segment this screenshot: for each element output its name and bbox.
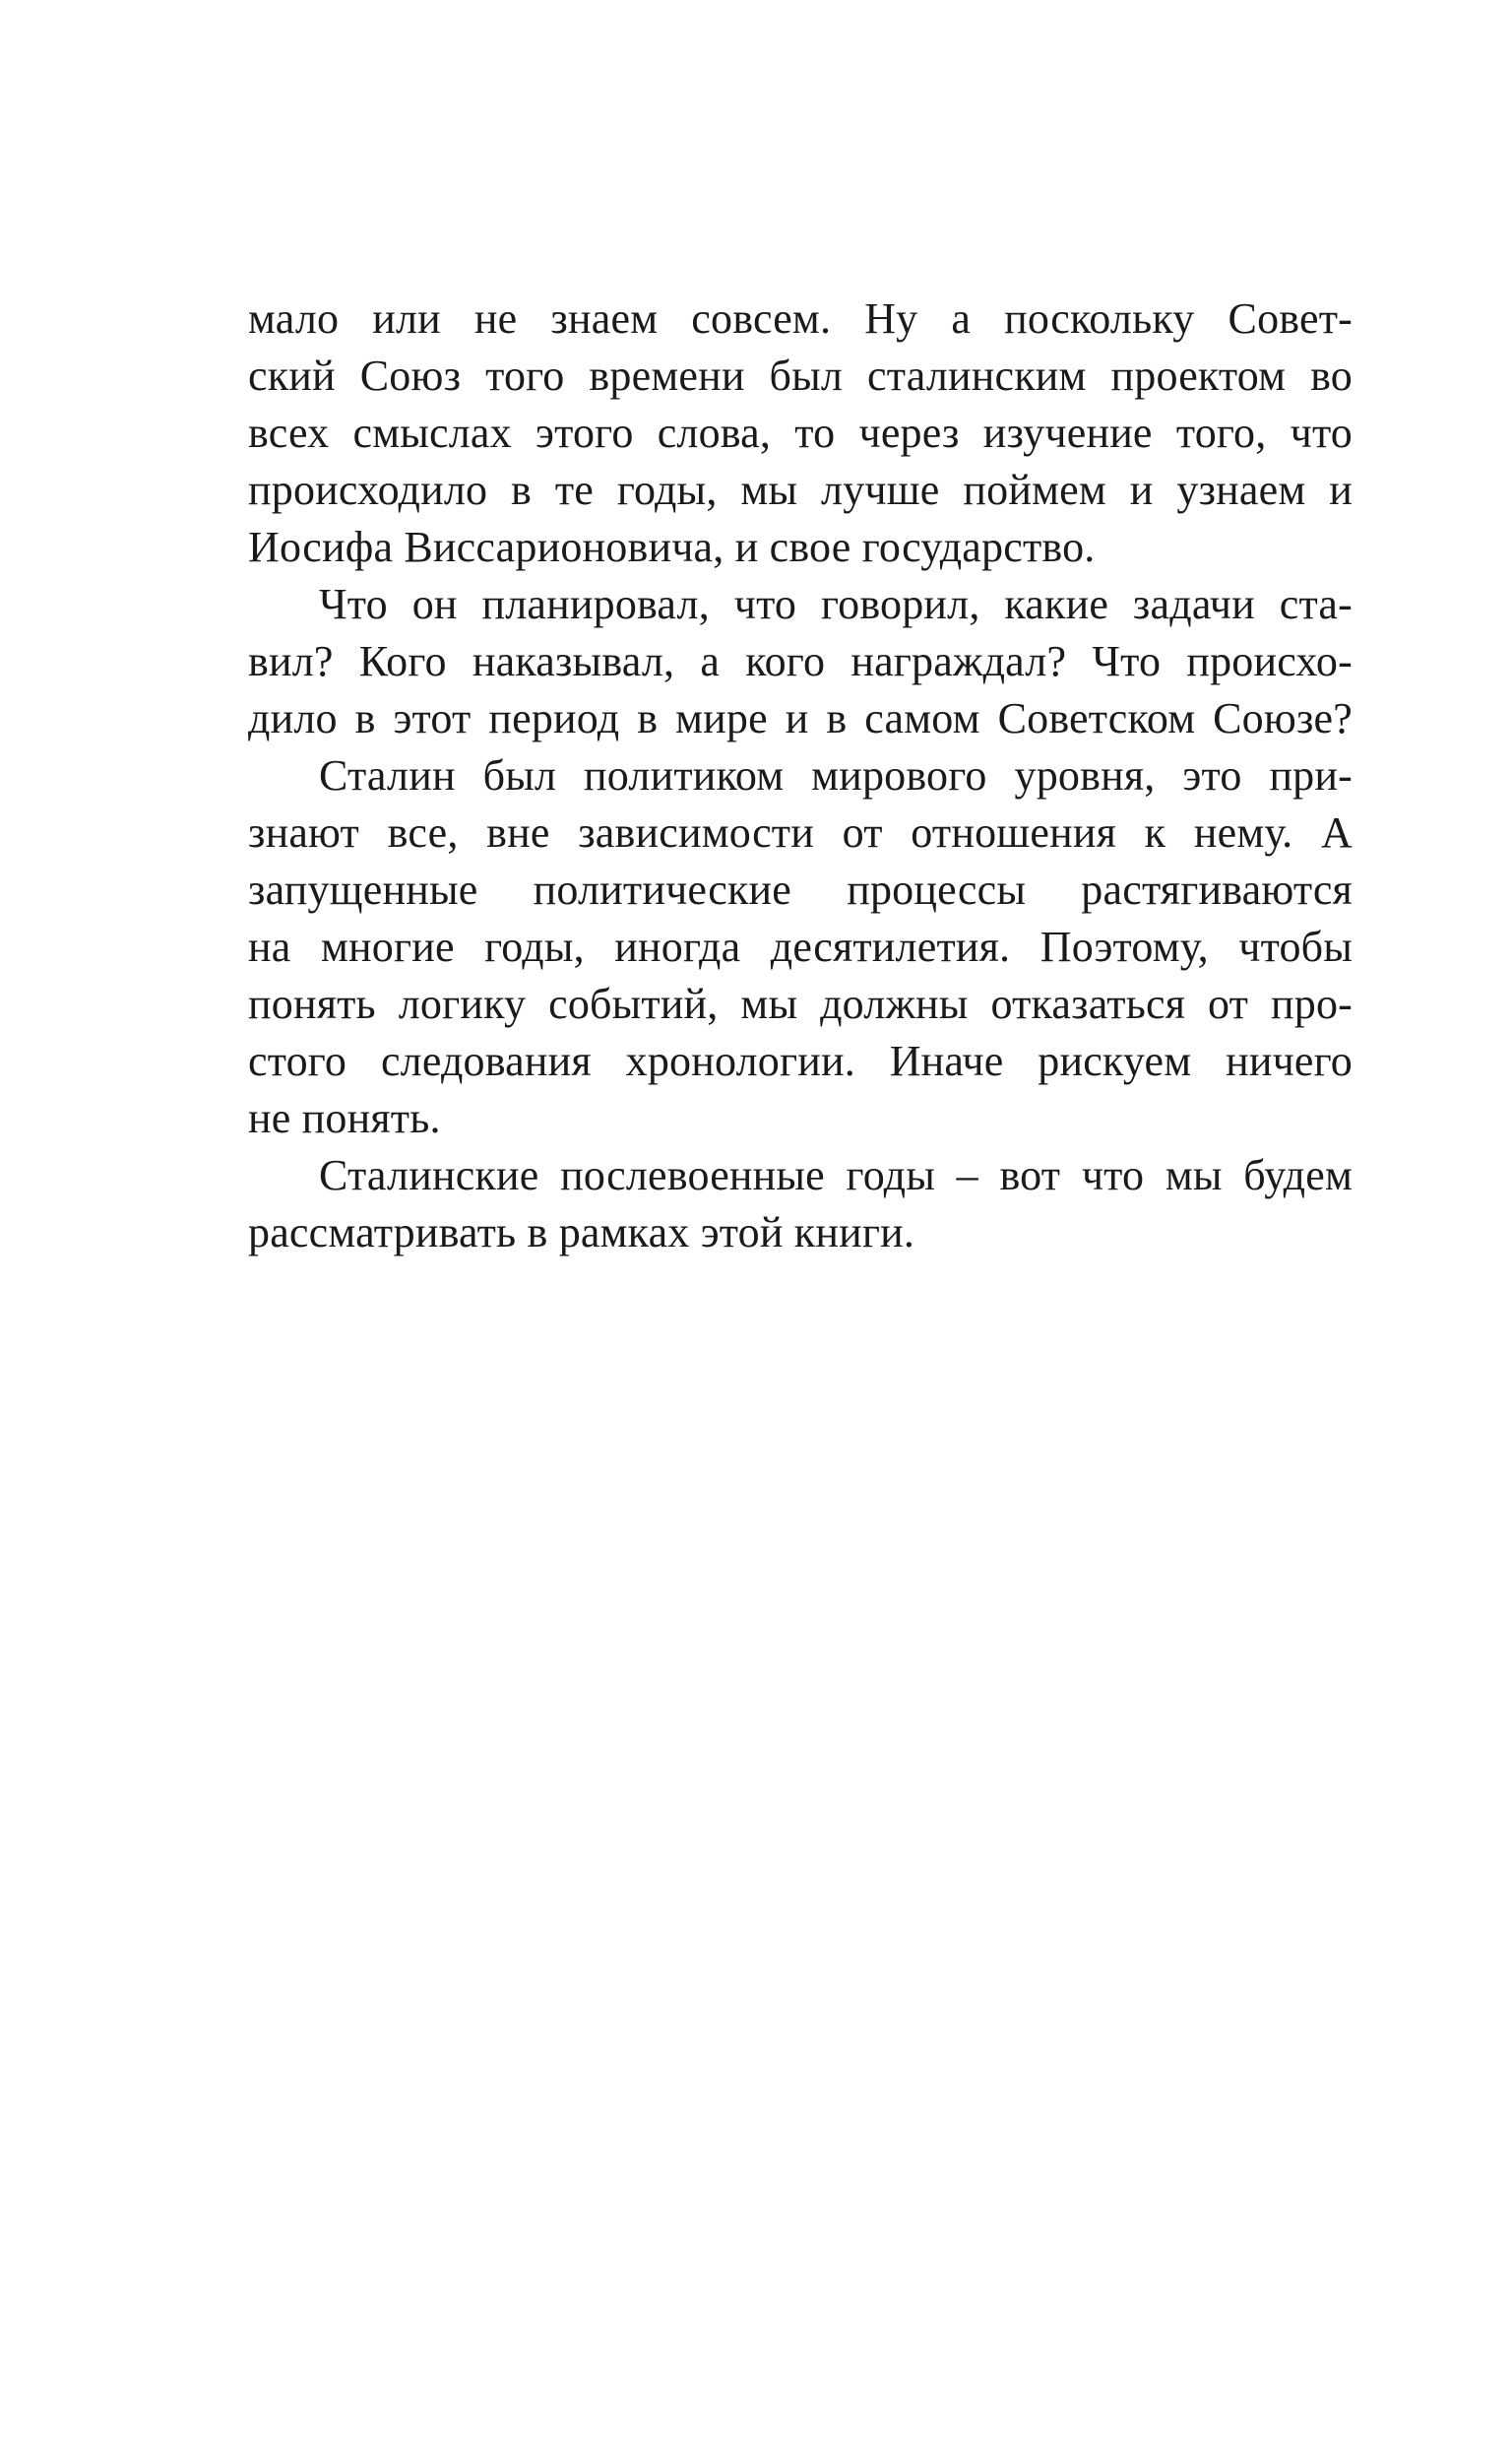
text-line: знают все, вне зависимости от отношения к нему. А — [248, 808, 1353, 857]
text-line: на многие годы, иногда десятилетия. Поэтому, чтобы — [248, 923, 1353, 971]
body-text — [248, 290, 1353, 1261]
text-line: не понять. — [248, 1094, 441, 1142]
text-line: Иосифа Виссарионовича, и свое государство. — [248, 523, 1096, 571]
text-line: всех смыслах этого слова, то через изучение того, что — [248, 409, 1353, 457]
text-line: вил? Кого наказывал, а кого награждал? Что происхо- — [248, 637, 1353, 685]
text-line: происходило в те годы, мы лучше поймем и узнаем и — [248, 466, 1353, 514]
text-line: рассматривать в рамках этой книги. — [248, 1208, 915, 1256]
text-line: ский Союз того времени был сталинским проектом во — [248, 352, 1353, 400]
text-line: мало или не знаем совсем. Ну а поскольку Совет- — [248, 294, 1353, 343]
text-line: Что он планировал, что говорил, какие задачи ста- — [319, 580, 1353, 628]
text-line: Сталин был политиком мирового уровня, это при- — [319, 751, 1353, 800]
text-line: Сталинские послевоенные годы – вот что мы будем — [319, 1151, 1353, 1199]
text-line: понять логику событий, мы должны отказаться от про- — [248, 980, 1353, 1028]
text-line: стого следования хронологии. Иначе рискуем ничего — [248, 1037, 1353, 1085]
text-line: запущенные политические процессы растягиваются — [248, 866, 1353, 914]
text-line: дило в этот период в мире и в самом Советском Союзе? — [248, 694, 1353, 742]
